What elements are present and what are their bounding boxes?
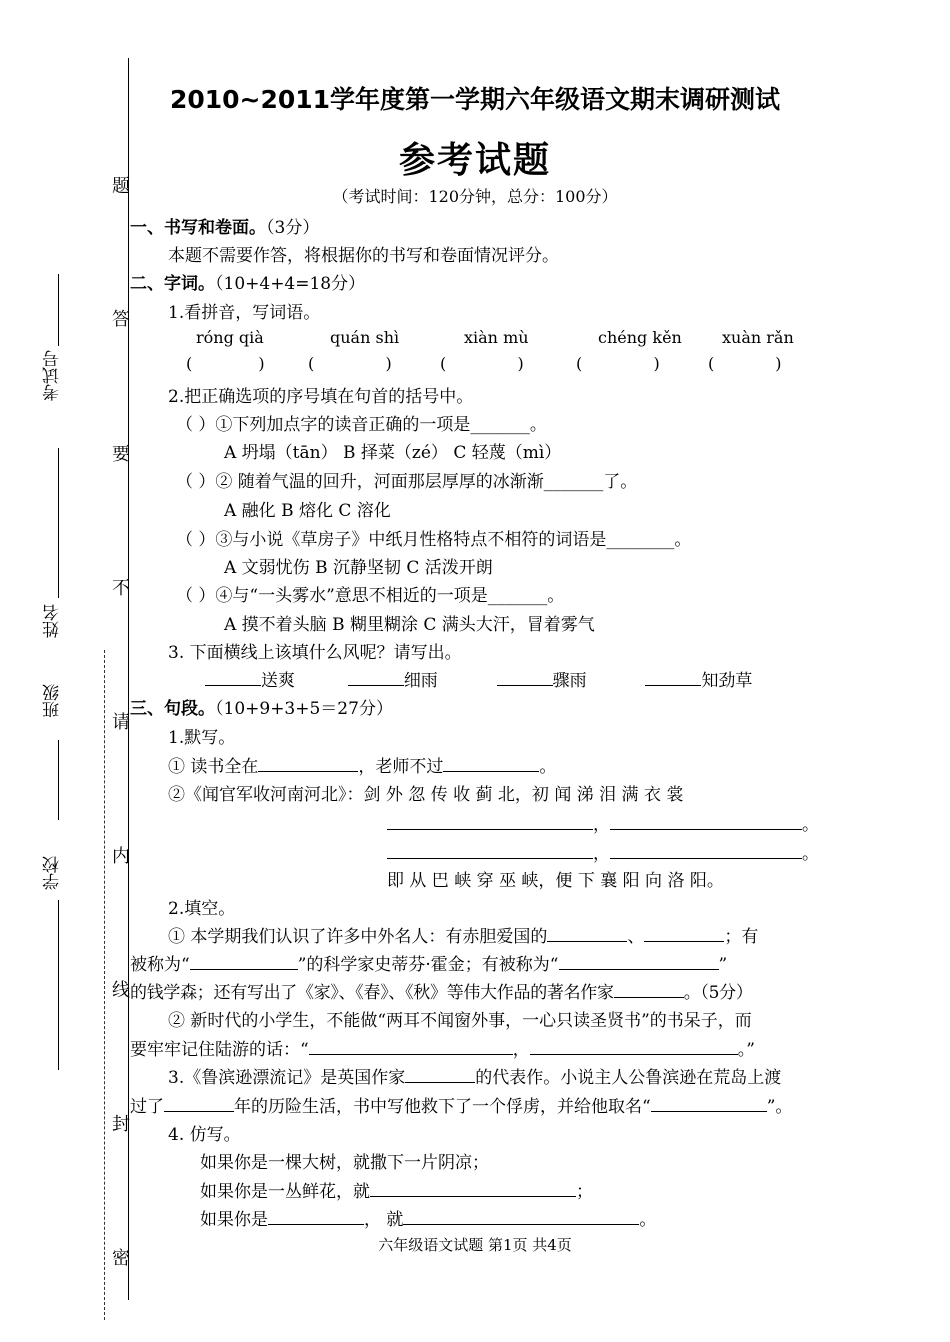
seal-char: 内 (112, 846, 130, 867)
pinyin-1: róng qià (196, 328, 264, 347)
exam-info: （考试时间：120分钟，总分：100分） (332, 187, 618, 206)
seal-char: 线 (112, 980, 130, 1001)
section2-title: 二、字词。 (130, 274, 215, 294)
punct: ， (593, 844, 610, 864)
poem-blank-4[interactable] (610, 844, 802, 859)
fill-text: 要牢牢记住陆游的话：“ (130, 1040, 309, 1060)
punct: 。 (802, 844, 819, 864)
question-3-3-line-2 (130, 1092, 792, 1117)
wind-word-4: 知劲草 (701, 671, 753, 691)
question-2-1: 1.看拼音，写词语。 (168, 303, 321, 323)
seal-char: 要 (112, 444, 130, 465)
choice-question-1: （ ）①下列加点字的读音正确的一项是_______。 (176, 415, 547, 435)
fill-blank-5[interactable] (614, 983, 684, 998)
fill-text: ”的科学家史蒂芬·霍金；有被称为“ (297, 955, 559, 975)
imitate-text: ； (576, 1182, 593, 1202)
poem-blank-line-1 (387, 810, 819, 835)
recite-line-1 (168, 752, 556, 777)
answer-box-4[interactable]: ( ) (576, 354, 660, 373)
punct: ， (593, 815, 610, 835)
q3-text: 的代表作。小说主人公鲁滨逊在荒岛上渡 (475, 1068, 782, 1088)
wind-word-3: 骤雨 (552, 671, 587, 691)
choice-options-1: A 坍塌（tān） B 择菜（zé） C 轻蔑（mì） (224, 443, 562, 463)
wind-blank-3[interactable] (497, 671, 553, 686)
fill-blank-7[interactable] (530, 1040, 738, 1055)
wind-word-1: 送爽 (261, 671, 295, 691)
years-blank[interactable] (164, 1097, 234, 1112)
class-field[interactable] (58, 740, 59, 820)
imitate-text: 。 (639, 1210, 657, 1230)
imitate-line-2 (200, 1177, 593, 1202)
punct: 。 (802, 815, 819, 835)
exam-subtitle: 参考试题 (398, 140, 551, 181)
section2-heading (130, 269, 365, 294)
class-label: 班级 (43, 684, 63, 718)
fill-blank-6[interactable] (309, 1040, 513, 1055)
recite-blank-2[interactable] (443, 757, 539, 772)
fill-blank-2[interactable] (644, 927, 724, 942)
choice-options-2: A 融化 B 熔化 C 溶化 (224, 501, 391, 521)
imitate-text: ， 就 (364, 1210, 404, 1230)
wind-blank-4[interactable] (645, 671, 701, 686)
poem-last-line: 即 从 巴 峡 穿 巫 峡，便 下 襄 阳 向 洛 阳。 (387, 871, 724, 891)
imitate-blank-3[interactable] (403, 1210, 639, 1225)
fill-blank-1[interactable] (547, 927, 627, 942)
fill-text: ；有 (724, 927, 759, 947)
seal-char: 密 (112, 1248, 130, 1269)
q3-text: ”。 (766, 1097, 793, 1117)
section3-title: 三、句段。 (130, 699, 215, 719)
imitate-text: 如果你是 (200, 1210, 268, 1230)
choice-options-4: A 摸不着头脑 B 糊里糊涂 C 满头大汗，冒着雾气 (224, 615, 595, 635)
recite-text: ① 读书全在 (168, 757, 259, 777)
question-2-2: 2.把正确选项的序号填在句首的括号中。 (168, 387, 474, 407)
fill-text: 、 (627, 927, 645, 947)
imitate-text: 如果你是一丛鲜花，就 (200, 1182, 370, 1202)
wind-blank-1[interactable] (205, 671, 261, 686)
question-3-1: 1.默写。 (168, 728, 236, 748)
choice-question-4: （ ）④与“一头雾水”意思不相近的一项是_______。 (176, 586, 565, 606)
fill-line-3 (130, 978, 753, 1003)
recite-blank-1[interactable] (258, 757, 358, 772)
question-2-3: 3. 下面横线上该填什么风呢？请写出。 (168, 643, 462, 663)
fill-line-4: ② 新时代的小学生，不能做“两耳不闻窗外事，一心只读圣贤书”的书呆子，而 (168, 1011, 752, 1031)
imitate-line-3 (200, 1205, 656, 1230)
fill-line-1 (168, 922, 758, 947)
answer-box-3[interactable]: ( ) (440, 354, 524, 373)
fill-line-5 (130, 1035, 755, 1060)
seal-dashed-line (104, 650, 105, 1320)
wind-word-2: 细雨 (403, 671, 438, 691)
section3-heading (130, 694, 393, 719)
exam-title: 2010~2011学年度第一学期六年级语文期末调研测试 (169, 85, 781, 114)
fill-text: ” (718, 955, 728, 975)
choice-options-3: A 文弱忧伤 B 沉静坚韧 C 活泼开朗 (224, 558, 493, 578)
seal-char: 不 (112, 578, 130, 599)
choice-question-3: （ ）③与小说《草房子》中纸月性格特点不相符的词语是________。 (176, 530, 692, 550)
section1-score: （3分） (266, 218, 320, 238)
poem-blank-2[interactable] (610, 815, 802, 830)
recite-text: 。 (539, 757, 557, 777)
q3-text: 年的历险生活，书中写他救下了一个俘虏，并给他取名“ (234, 1097, 651, 1117)
school-label: 学校 (43, 856, 63, 890)
answer-box-2[interactable]: ( ) (308, 354, 392, 373)
name-field[interactable] (58, 448, 59, 598)
fill-blank-3[interactable] (190, 955, 298, 970)
answer-box-1[interactable]: ( ) (186, 354, 265, 373)
fill-text: 。（5分） (683, 983, 753, 1003)
question-3-3-line-1 (168, 1063, 781, 1088)
seal-char: 题 (112, 176, 130, 197)
pinyin-4: chéng kěn (598, 328, 682, 347)
exam-no-label: 考试号 (43, 350, 63, 401)
name-label: 姓名 (43, 604, 63, 638)
section1-title: 一、书写和卷面。 (130, 218, 266, 238)
pinyin-3: xiàn mù (464, 328, 529, 347)
seal-char: 请 (112, 712, 130, 733)
exam-no-field[interactable] (58, 274, 59, 346)
q3-text: 过了 (130, 1097, 164, 1117)
section2-score: （10+4+4=18分） (215, 274, 366, 294)
seal-char: 封 (112, 1114, 130, 1135)
fill-blank-4[interactable] (559, 955, 719, 970)
fill-text: ， (512, 1040, 530, 1060)
poem-blank-line-2 (387, 839, 819, 864)
fill-text: 被称为“ (130, 955, 190, 975)
name-blank[interactable] (651, 1097, 767, 1112)
fill-text: 的钱学森；还有写出了《家》、《春》、《秋》等伟大作品的著名作家 (130, 983, 614, 1003)
answer-box-5[interactable]: ( ) (708, 354, 782, 373)
imitate-line-1: 如果你是一棵大树，就撒下一片阴凉； (200, 1153, 489, 1173)
school-field[interactable] (58, 900, 59, 1070)
section3-score: （10+9+3+5＝27分） (215, 699, 393, 719)
imitate-blank-2[interactable] (268, 1210, 364, 1225)
imitate-blank-1[interactable] (370, 1182, 576, 1197)
wind-blank-2[interactable] (348, 671, 404, 686)
section1-heading (130, 213, 319, 238)
page-footer: 六年级语文试题 第1页 共4页 (378, 1236, 572, 1254)
recite-text: ，老师不过 (358, 757, 444, 777)
fill-text: 。” (737, 1040, 755, 1060)
section1-text: 本题不需要作答，将根据你的书写和卷面情况评分。 (168, 246, 559, 266)
question-3-4: 4. 仿写。 (168, 1125, 241, 1145)
question-3-2: 2.填空。 (168, 899, 236, 919)
seal-char: 答 (112, 309, 130, 330)
wind-row (205, 666, 752, 691)
choice-question-2: （ ）② 随着气温的回升，河面那层厚厚的冰渐渐_______了。 (176, 472, 638, 492)
pinyin-5: xuàn rǎn (722, 328, 794, 347)
author-blank[interactable] (405, 1068, 475, 1083)
poem-title-line: ②《闻官军收河南河北》：剑 外 忽 传 收 蓟 北，初 闻 涕 泪 满 衣 裳 (168, 785, 684, 805)
poem-blank-1[interactable] (387, 815, 593, 830)
poem-blank-3[interactable] (387, 844, 593, 859)
fill-line-2 (130, 950, 727, 975)
q3-text: 3.《鲁滨逊漂流记》是英国作家 (168, 1068, 406, 1088)
pinyin-2: quán shì (330, 328, 400, 347)
fill-text: ① 本学期我们认识了许多中外名人：有赤胆爱国的 (168, 927, 548, 947)
